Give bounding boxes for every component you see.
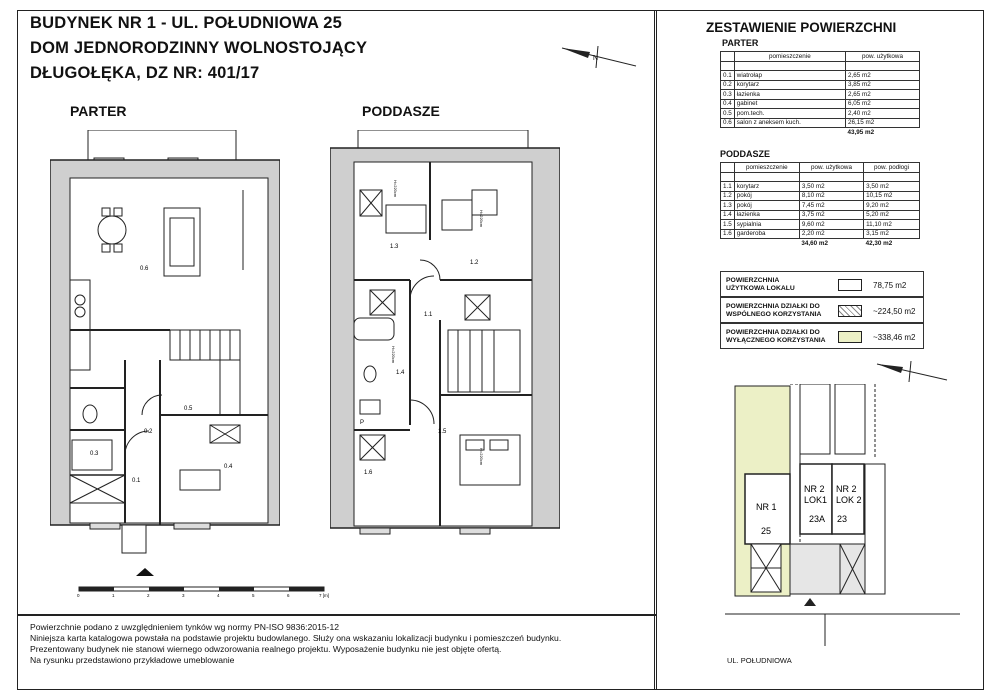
legend-value: ~338,46 m2 (873, 333, 916, 342)
site-lok2-line2: LOK 2 (836, 495, 862, 505)
header-line-1: BUDYNEK NR 1 - UL. POŁUDNIOWA 25 (30, 14, 342, 32)
parter-subtitle: PARTER (722, 38, 759, 48)
height-note: H=220cm (393, 180, 398, 198)
note-line: Prezentowany budynek nie stanowi wiernego odwzorowania realnego projektu. Wyposażenie budynku nie jest objęte ofertą. (30, 644, 502, 654)
parter-total: 43,95 m2 (847, 129, 875, 136)
scale-tick: 3 (182, 593, 185, 598)
scale-tick: 6 (287, 593, 290, 598)
scale-bar (75, 585, 345, 605)
site-nr1: NR 1 (756, 502, 777, 512)
table-row: 0.6 salon z aneksem kuch. 26,15 m2 (721, 118, 920, 128)
room-label-0-3: 0.3 (90, 451, 99, 457)
legend-swatch-exclusive (838, 331, 862, 343)
table-header: pow. użytkowa (799, 163, 863, 173)
room-label-1-6: 1.6 (364, 470, 373, 476)
table-row: 0.3 łazienka 2,65 m2 (721, 90, 920, 100)
site-lok2-number: 23 (837, 514, 848, 524)
note-line: Powierzchnie podano z uwzględnieniem tynków wg normy PN-ISO 9836:2015-12 (30, 622, 340, 632)
site-lok1-line2: LOK1 (804, 495, 828, 505)
poddasze-title: PODDASZE (362, 103, 440, 119)
notes-block (30, 622, 561, 666)
site-lok1-line1: NR 2 (804, 484, 825, 494)
site-lok1-number: 23A (809, 514, 826, 524)
room-label-0-5: 0.5 (184, 406, 193, 412)
table-row: 0.1 wiatrołap 2,65 m2 (721, 71, 920, 81)
scale-tick: 4 (217, 593, 220, 598)
table-header: pomieszczenie (734, 52, 845, 62)
scale-tick: 2 (147, 593, 150, 598)
parter-floor-plan (50, 130, 280, 610)
street-label: UL. POŁUDNIOWA (727, 656, 792, 665)
room-label-p: P (360, 420, 365, 426)
site-nr1-number: 25 (761, 526, 772, 536)
poddasze-total-floor: 42,30 m2 (865, 240, 893, 247)
site-north-arrow-icon (875, 358, 950, 384)
height-note: H=220cm (479, 210, 484, 228)
legend-common-plot: POWIERZCHNIA DZIAŁKI DO WSPÓLNEGO KORZYSTANIA ~224,50 m2 (720, 297, 924, 323)
legend-exclusive-plot: POWIERZCHNIA DZIAŁKI DO WYŁĄCZNEGO KORZYSTANIA ~338,46 m2 (720, 323, 924, 349)
scale-tick: 1 (112, 593, 115, 598)
table-row: 0.4 gabinet 6,05 m2 (721, 99, 920, 109)
poddasze-subtitle: PODDASZE (720, 149, 771, 159)
table-row: 0.5 pom.tech. 2,40 m2 (721, 109, 920, 119)
table-row: 0.2 korytarz 3,85 m2 (721, 80, 920, 90)
room-label-0-6: 0.6 (140, 266, 149, 272)
room-label-1-2: 1.2 (470, 260, 479, 266)
parter-area-table (720, 51, 920, 137)
summary-title: ZESTAWIENIE POWIERZCHNI (706, 20, 897, 35)
legend-swatch-usable (838, 279, 862, 291)
poddasze-floor-plan (330, 130, 560, 550)
height-note: H=220cm (391, 346, 396, 364)
site-plan (725, 384, 960, 654)
table-header: pomieszczenie (734, 163, 799, 173)
legend-value: 78,75 m2 (873, 281, 907, 290)
scale-tick: 5 (252, 593, 255, 598)
note-line: Niniejsza karta katalogowa powstała na podstawie projektu budowlanego. Służy ona wskazaniu lokalizacji budynku i pomieszczeń budynku. (30, 633, 562, 643)
note-line: Na rysunku przedstawiono przykładowe umeblowanie (30, 655, 235, 665)
table-header: pow. użytkowa (845, 52, 919, 62)
header-line-2: DOM JEDNORODZINNY WOLNOSTOJĄCY (30, 39, 368, 57)
site-lok2-line1: NR 2 (836, 484, 857, 494)
room-label-0-2: 0.2 (144, 429, 153, 435)
table-row: 1.6 garderoba 2,20 m2 3,15 m2 (721, 229, 920, 239)
room-label-0-4: 0.4 (224, 464, 233, 470)
legend-value: ~224,50 m2 (873, 307, 916, 316)
header-line-3: DŁUGOŁĘKA, DZ NR: 401/17 (30, 64, 260, 82)
table-row: 1.4 łazienka 3,75 m2 5,20 m2 (721, 210, 920, 220)
room-label-0-1: 0.1 (132, 478, 141, 484)
north-arrow-icon (560, 42, 640, 70)
legend-usable-area: POWIERZCHNIA UŻYTKOWA LOKALU 78,75 m2 (720, 271, 924, 297)
scale-tick: 0 (77, 593, 80, 598)
poddasze-area-table (720, 162, 920, 248)
table-row: 1.2 pokój 8,10 m2 10,15 m2 (721, 191, 920, 201)
room-label-1-3: 1.3 (390, 244, 399, 250)
table-row: 1.3 pokój 7,45 m2 9,20 m2 (721, 201, 920, 211)
table-row: 1.5 sypialnia 9,60 m2 11,10 m2 (721, 220, 920, 230)
poddasze-total-area: 34,60 m2 (801, 240, 829, 247)
height-note: H=220cm (479, 448, 484, 466)
svg-text:N: N (593, 55, 599, 62)
legend-swatch-common (838, 305, 862, 317)
room-label-1-1: 1.1 (424, 312, 433, 318)
room-label-1-5: 1.5 (438, 429, 447, 435)
parter-title: PARTER (70, 103, 127, 119)
room-label-1-4: 1.4 (396, 370, 405, 376)
table-row: 1.1 korytarz 3,50 m2 3,50 m2 (721, 182, 920, 192)
table-header: pow. podłogi (864, 163, 920, 173)
scale-tick: 7 [m] (319, 593, 330, 598)
